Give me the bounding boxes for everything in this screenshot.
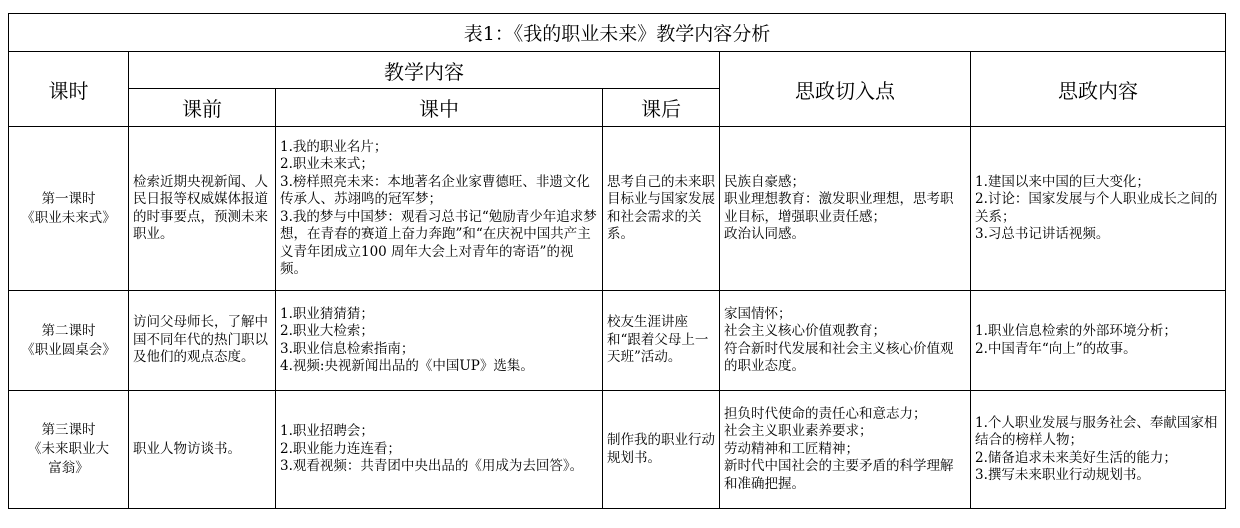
after-class-cell: 校友生涯讲座和“跟着父母上一天班”活动。 bbox=[603, 291, 720, 391]
header-teaching-content: 教学内容 bbox=[129, 52, 720, 89]
table-row bbox=[9, 291, 1226, 391]
header-before-class: 课前 bbox=[129, 89, 276, 127]
teaching-content-analysis-table bbox=[8, 13, 1226, 509]
during-class-cell: 1.我的职业名片； 2.职业未来式； 3.榜样照亮未来：本地著名企业家曹德旺、非遗文化传承人、苏翊鸣的冠军梦； 3.我的梦与中国梦：观看习总书记“勉励青少年追求梦想，在青春的赛道上奋力奔跑”和“在庆祝中国共产主义青年团成立100 周年大会上对青年的寄语”的视频。 bbox=[276, 127, 603, 291]
after-class-cell: 思考自己的未来职目标业与国家发展和社会需求的关系。 bbox=[603, 127, 720, 291]
table-row bbox=[9, 127, 1226, 291]
analysis-table-wrapper bbox=[8, 13, 1226, 509]
entry-point-cell: 担负时代使命的责任心和意志力； 社会主义职业素养要求； 劳动精神和工匠精神； 新时代中国社会的主要矛盾的科学理解和准确把握。 bbox=[720, 391, 971, 509]
entry-point-cell: 民族自豪感； 职业理想教育：激发职业理想，思考职业目标，增强职业责任感； 政治认同感。 bbox=[720, 127, 971, 291]
header-ideology-content: 思政内容 bbox=[971, 52, 1226, 127]
table-row bbox=[9, 391, 1226, 509]
during-class-cell: 1.职业猜猜猜； 2.职业大检索； 3.职业信息检索指南； 4.视频:央视新闻出品的《中国UP》选集。 bbox=[276, 291, 603, 391]
before-class-cell: 检索近期央视新闻、人民日报等权威媒体报道的时事要点，预测未来职业。 bbox=[129, 127, 276, 291]
header-during-class: 课中 bbox=[276, 89, 603, 127]
ideology-content-cell: 1.建国以来中国的巨大变化； 2.讨论：国家发展与个人职业成长之间的关系； 3.习总书记讲话视频。 bbox=[971, 127, 1226, 291]
header-period: 课时 bbox=[9, 52, 129, 127]
during-class-cell: 1.职业招聘会； 2.职业能力连连看； 3.观看视频：共青团中央出品的《用成为去回答》。 bbox=[276, 391, 603, 509]
period-cell: 第三课时 《未来职业大 富翁》 bbox=[9, 391, 129, 509]
entry-point-cell: 家国情怀； 社会主义核心价值观教育； 符合新时代发展和社会主义核心价值观的职业态度。 bbox=[720, 291, 971, 391]
header-entry-point: 思政切入点 bbox=[720, 52, 971, 127]
before-class-cell: 职业人物访谈书。 bbox=[129, 391, 276, 509]
table-caption: 表1：《我的职业未来》教学内容分析 bbox=[9, 14, 1226, 52]
before-class-cell: 访问父母师长，了解中国不同年代的热门职以及他们的观点态度。 bbox=[129, 291, 276, 391]
period-cell: 第二课时 《职业圆桌会》 bbox=[9, 291, 129, 391]
ideology-content-cell: 1.职业信息检索的外部环境分析； 2.中国青年“向上”的故事。 bbox=[971, 291, 1226, 391]
after-class-cell: 制作我的职业行动规划书。 bbox=[603, 391, 720, 509]
period-cell: 第一课时 《职业未来式》 bbox=[9, 127, 129, 291]
ideology-content-cell: 1.个人职业发展与服务社会、奉献国家相结合的榜样人物； 2.储备追求未来美好生活的能力； 3.撰写未来职业行动规划书。 bbox=[971, 391, 1226, 509]
header-after-class: 课后 bbox=[603, 89, 720, 127]
